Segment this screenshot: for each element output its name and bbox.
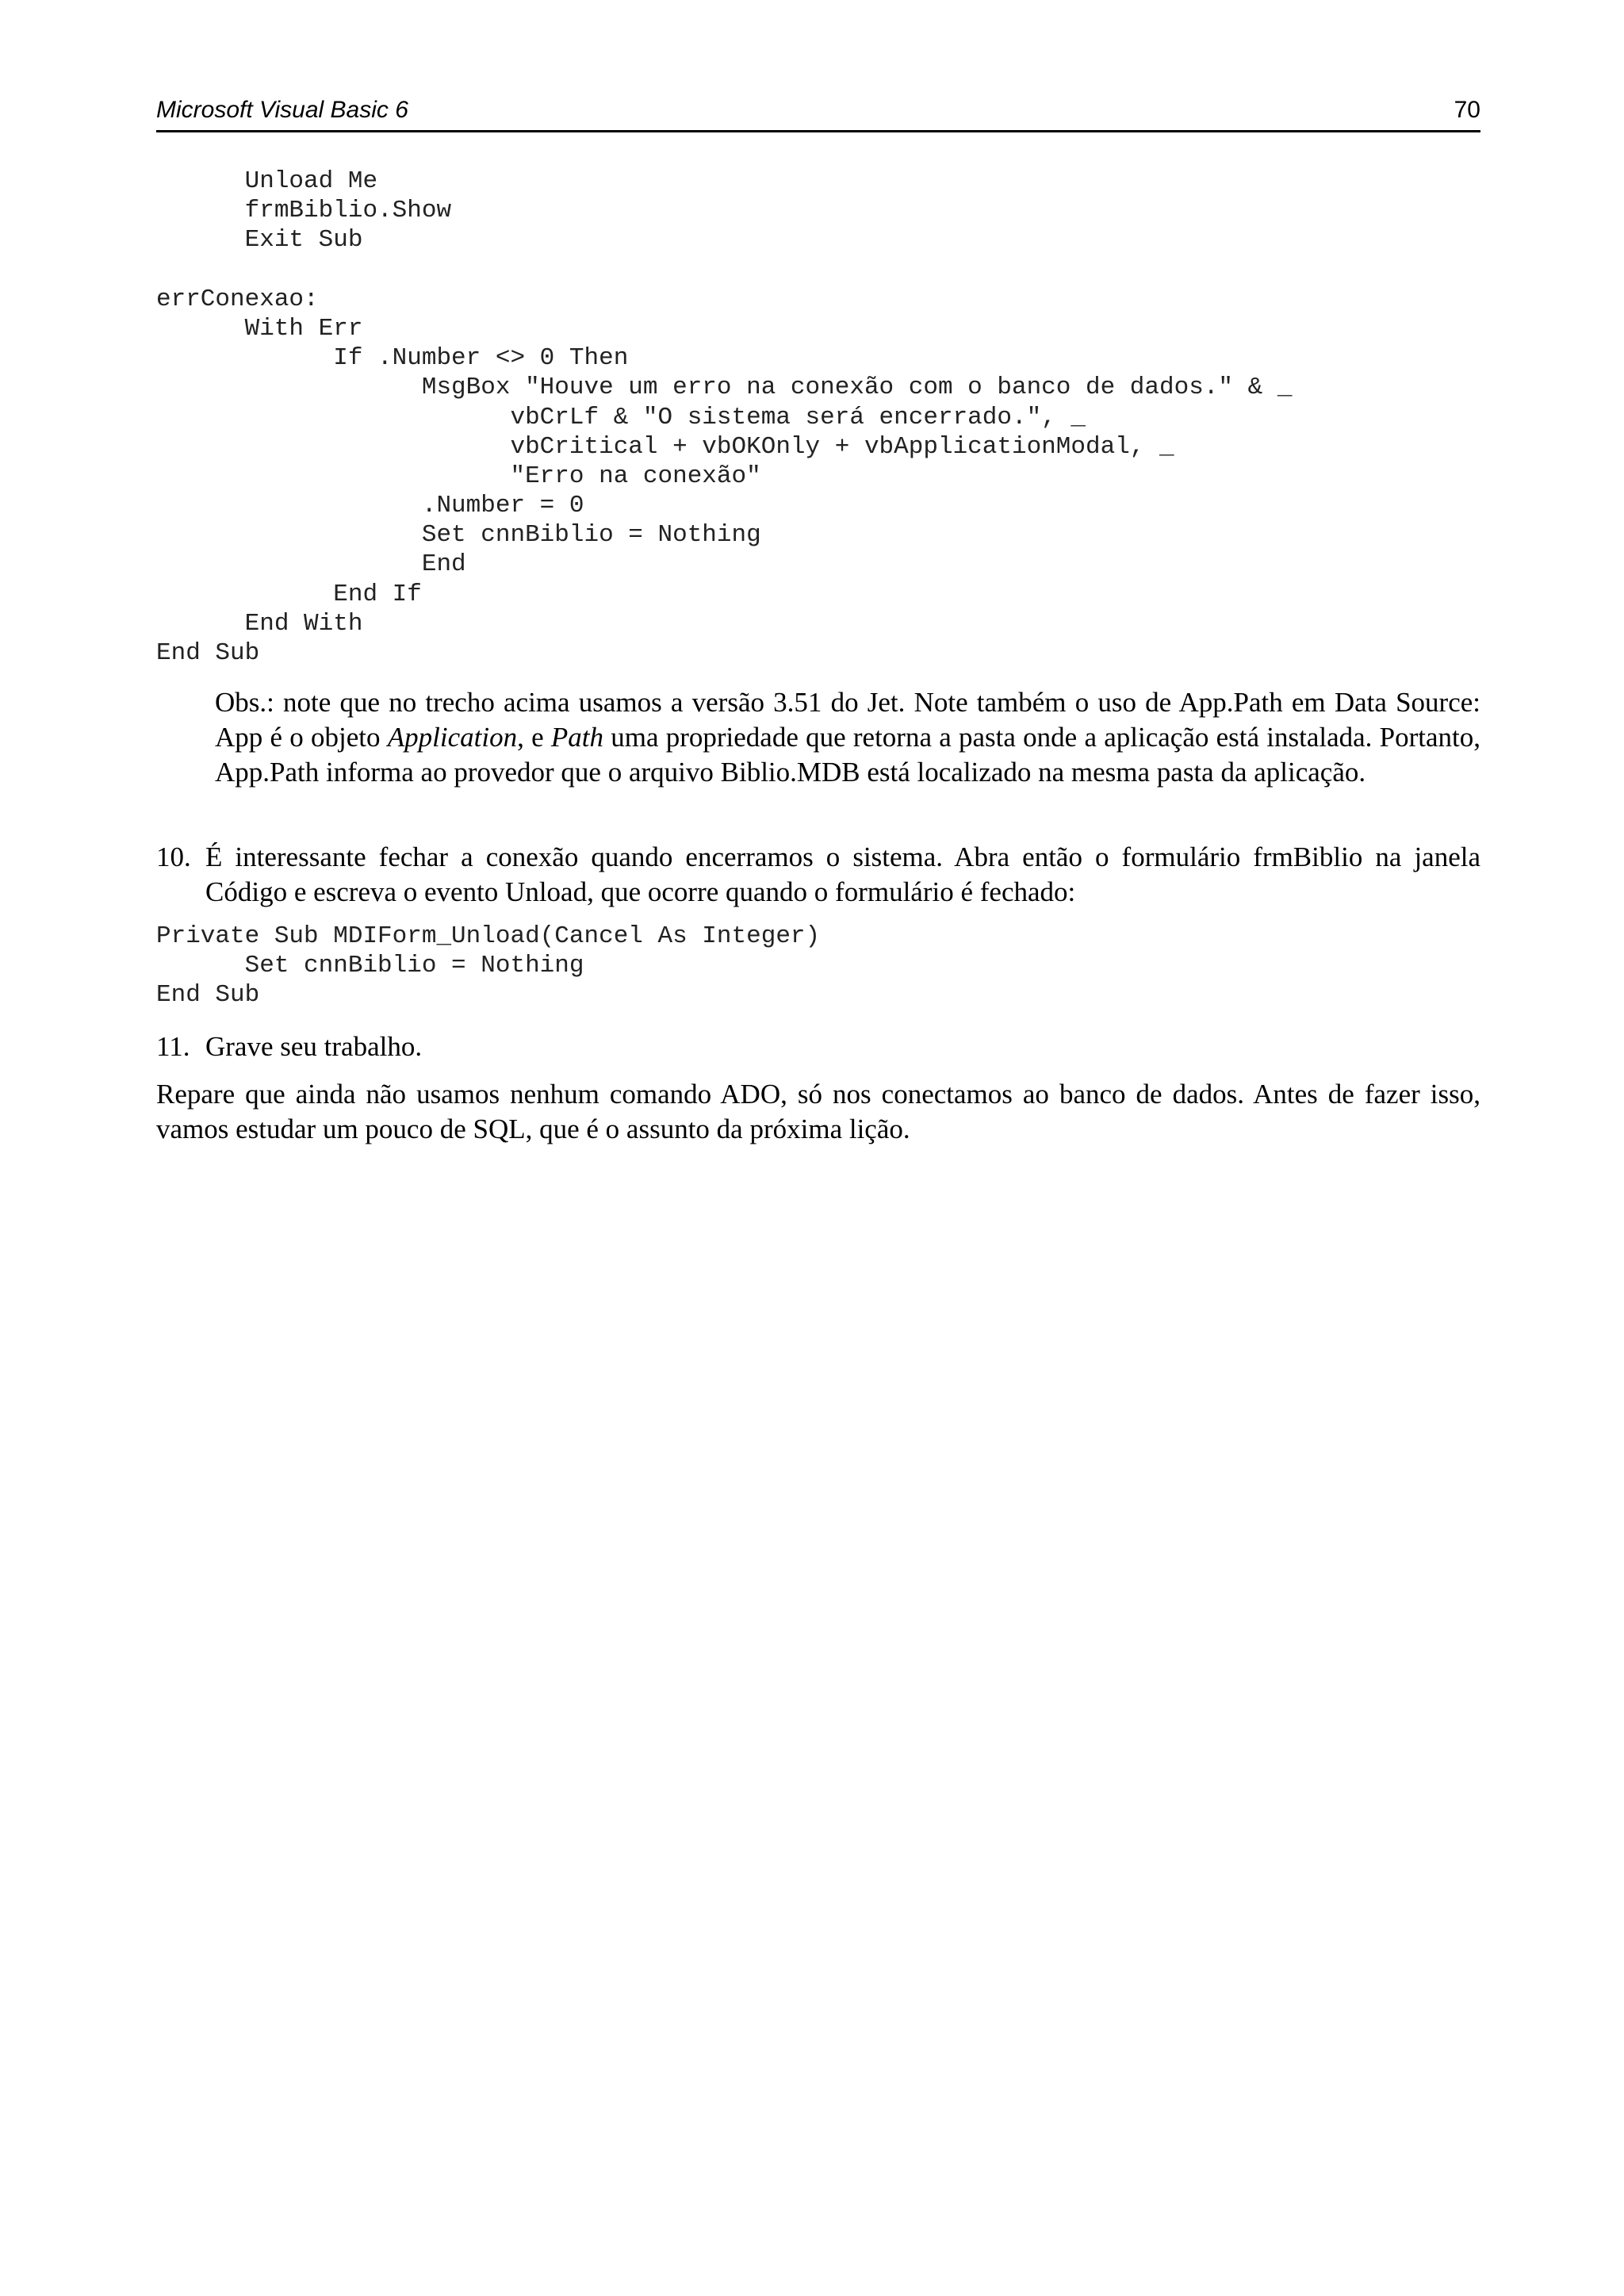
code-line: errConexao: [156,285,319,313]
code-line: "Erro na conexão" [156,462,761,490]
code-line: frmBiblio.Show [156,197,452,225]
code-line: MsgBox "Houve um erro na conexão com o banco de dados." & _ [156,374,1293,402]
code-block-error-handler [156,167,1292,668]
obs-italic-application: Application [387,722,518,753]
code-block-unload [156,922,820,1010]
obs-text: Obs.: note que no trecho acima usamos a versão 3.51 do Jet. Note também o uso de App.Path em Data Source: App é o objeto [215,687,1480,753]
closing-paragraph: Repare que ainda não usamos nenhum comando ADO, só nos conectamos ao banco de dados. Antes de fazer isso, vamos estudar um pouco de SQL, que é o assunto da próxima lição. [156,1079,1480,1144]
code-line: vbCrLf & "O sistema será encerrado.", _ [156,403,1086,431]
code-line: With Err [156,314,363,343]
step-text: É interessante fechar a conexão quando encerramos o sistema. Abra então o formulário frmBiblio na janela Código e escreva o evento Unload, que ocorre quando o formulário é fechado: [205,841,1480,907]
code-line: End With [156,609,363,638]
page-number: 70 [1454,97,1480,123]
page-header [156,95,1480,132]
step-number: 10. [156,841,191,872]
code-line: Unload Me [156,167,378,195]
code-line: .Number = 0 [156,492,584,520]
code-line [156,255,1292,285]
code-line: End If [156,580,422,608]
step-10 [156,840,1480,911]
obs-text: , e [517,722,551,753]
code-line: Private Sub MDIForm_Unload(Cancel As Integer) [156,922,821,950]
step-number: 11. [156,1031,190,1062]
code-line: Set cnnBiblio = Nothing [156,521,761,550]
code-line: End Sub [156,981,260,1010]
code-line: vbCritical + vbOKOnly + vbApplicationModal, _ [156,432,1174,461]
code-line: Exit Sub [156,226,363,255]
code-line: If .Number <> 0 Then [156,344,629,373]
code-line: End Sub [156,639,260,667]
obs-italic-path: Path [550,722,603,753]
header-title: Microsoft Visual Basic 6 [156,97,408,123]
step-11 [156,1029,1480,1066]
code-line: End [156,550,466,579]
step-text: Grave seu trabalho. [205,1031,423,1062]
obs-paragraph [215,685,1480,790]
code-line: Set cnnBiblio = Nothing [156,952,584,980]
obs-text: uma propriedade que retorna a pasta onde a aplicação está instalada. Portanto, App.Path informa ao provedor que o arquivo Biblio.MDB está localizado na mesma pasta da aplicação. [215,722,1481,788]
